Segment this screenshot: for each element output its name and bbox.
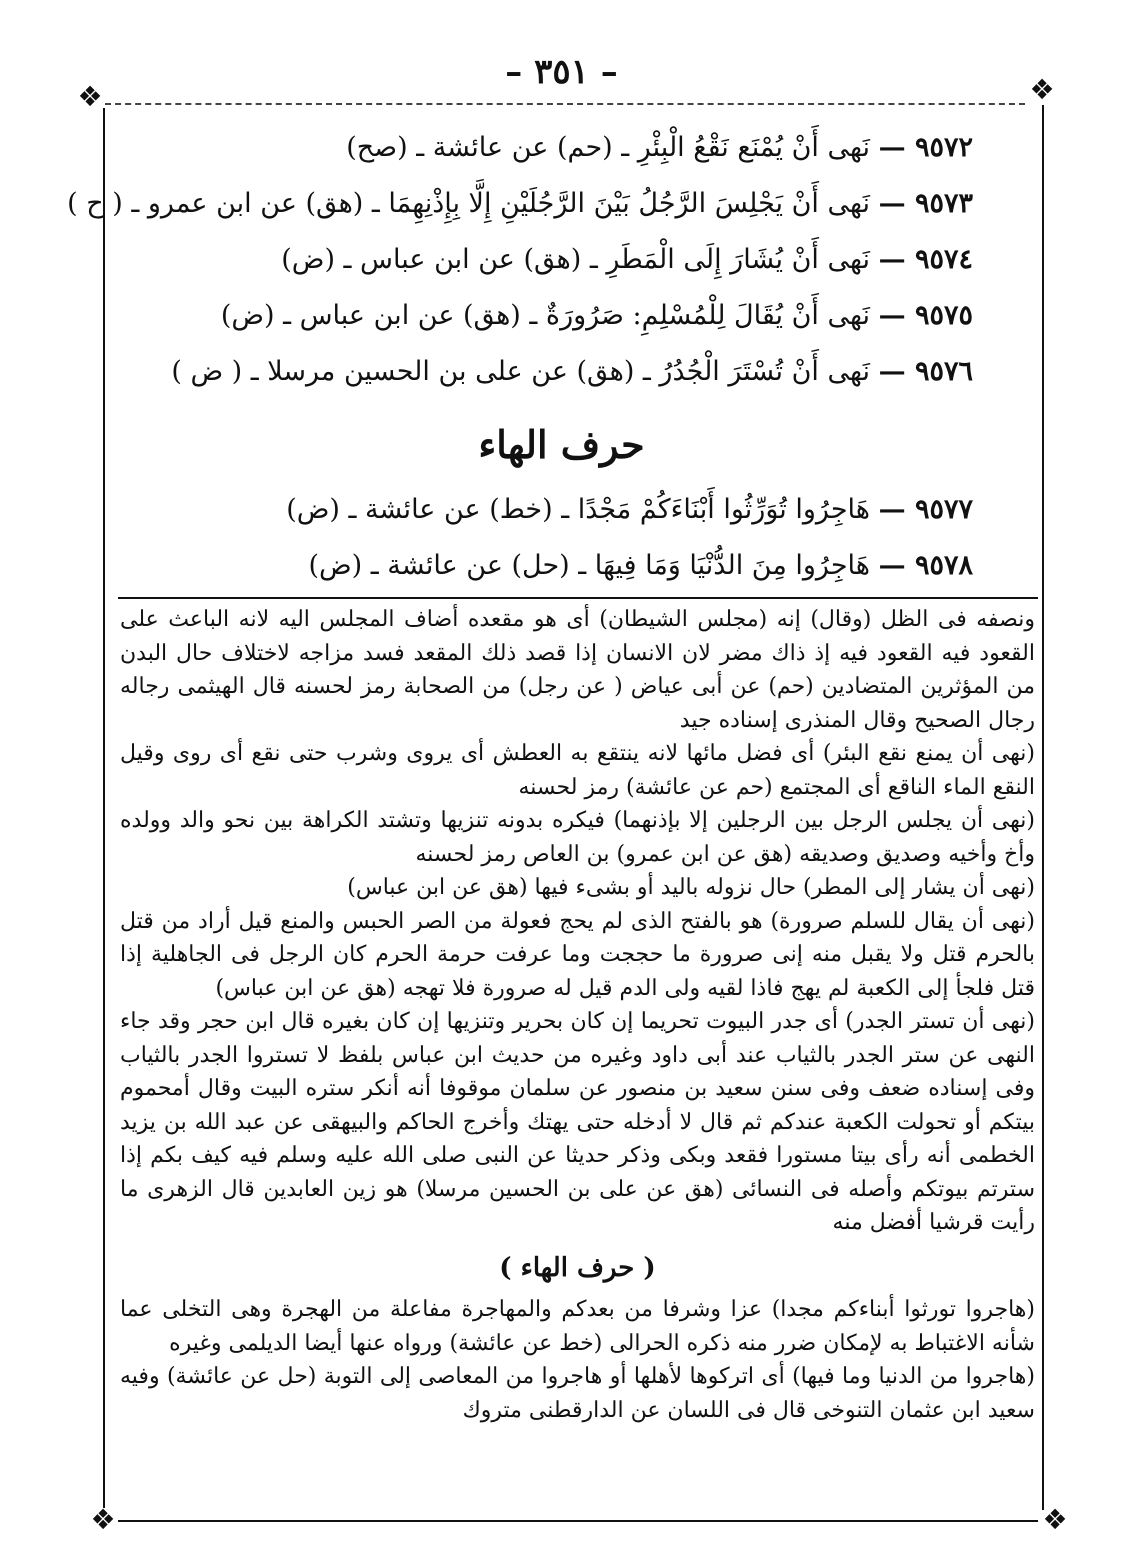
commentary-paragraph: (نهى أن يشار إلى المطر) حال نزوله باليد أو بشىء فيها (هق عن ابن عباس) (347, 875, 1035, 900)
hadith-line: ٩٥٧٥ — نَهى أَنْ يُقَالَ لِلْمُسْلِمِ: صَرُورَةٌ ـ (هق) عن ابن عباس ـ (ض) (220, 300, 973, 331)
commentary-paragraph: (هاجروا من الدنيا وما فيها) أى اتركوها لأهلها أو هاجروا من المعاصى إلى التوبة (حل عن عائشة) وفيه سعيد ابن عثمان التنوخى قال فى اللسان عن الدارقطنى متروك (120, 1364, 1035, 1423)
corner-ornament-icon: ❖ (1029, 73, 1055, 106)
hadith-line: ٩٥٧٨ — هَاجِرُوا مِنَ الدُّنْيَا وَمَا فِيهَا ـ (حل) عن عائشة ـ (ض) (308, 550, 973, 581)
bottom-border (118, 1520, 1038, 1522)
top-border (105, 103, 1025, 105)
commentary-section-heading: ( حرف الهاء ) (499, 1252, 656, 1283)
hadith-line: ٩٥٧٧ — هَاجِرُوا تُوَرِّثُوا أَبْنَاءَكُمْ مَجْدًا ـ (خط) عن عائشة ـ (ض) (286, 494, 973, 525)
hadith-line: ٩٥٧٢ — نَهى أَنْ يُمْنَع نَقْعُ الْبِئْرِ ـ (حم) عن عائشة ـ (صح) (346, 132, 973, 163)
commentary-block (120, 603, 1035, 1427)
right-border (1042, 105, 1044, 1510)
corner-ornament-icon: ❖ (90, 1503, 116, 1536)
hadith-line: ٩٥٧٣ — نَهى أَنْ يَجْلِسَ الرَّجُلُ بَيْنَ الرَّجُلَيْنِ إِلَّا بِإِذْنِهِمَا ـ (هق) عن ابن عمرو ـ ( ح ) (67, 188, 973, 219)
commentary-paragraph: (نهى أن يجلس الرجل بين الرجلين إلا بإذنهما) فيكره بدونه تنزيها وتشتد الكراهة بين نحو والد وولده وأخ وأخيه وصديق وصديقه (هق عن ابن عمرو) بن العاص رمز لحسنه (120, 808, 1035, 867)
commentary-paragraph: (هاجروا تورثوا أبناءكم مجدا) عزا وشرفا من بعدكم والمهاجرة مفاعلة من الهجرة وهى التخلى عما شأنه الاغتباط به لإمكان ضرر منه ذكره الحرالى (خط عن عائشة) ورواه عنها أيضا الديلمى وغيره (120, 1297, 1035, 1356)
divider (118, 597, 1038, 599)
corner-ornament-icon: ❖ (1042, 1503, 1068, 1536)
section-heading: حرف الهاء (478, 422, 645, 467)
hadith-line: ٩٥٧٤ — نَهى أَنْ يُشَارَ إِلَى الْمَطَرِ ـ (هق) عن ابن عباس ـ (ض) (281, 244, 973, 275)
commentary-paragraph: (نهى أن يمنع نقع البئر) أى فضل مائها لانه ينتقع به العطش أى يروى وشرب حتى نقع أى روى وقيل النقع الماء الناقع أى المجتمع (حم عن عائشة) رمز لحسنه (120, 741, 1035, 800)
corner-ornament-icon: ❖ (77, 80, 103, 113)
commentary-paragraph: (نهى أن تستر الجدر) أى جدر البيوت تحريما إن كان بحرير وتنزيها إن كان بغيره قال ابن حجر وقد جاء النهى عن ستر الجدر بالثياب عند أبى داود وغيره من حديث ابن عباس بلفظ لا تستروا الجدر بالثياب وفى إسناده ضعف وفى سنن سعيد بن منصور عن سلمان موقوفا أنه أنكر ستره البيت وقال أمحموم بيتكم أو تحولت الكعبة عندكم ثم قال لا أدخله حتى يهتك وأخرج الحاكم والبيهقى عن عبد الله بن يزيد الخطمى أنه رأى بيتا مستورا فقعد وبكى وذكر حديثا عن النبى صلى الله عليه وسلم فيه كيف بكم إذا سترتم بيوتكم وأصله فى النسائى (هق عن على بن الحسين مرسلا) هو زين العابدين قال الزهرى ما رأيت قرشيا أفضل منه (120, 1009, 1035, 1235)
hadith-line: ٩٥٧٦ — نَهى أَنْ تُسْتَرَ الْجُدُرُ ـ (هق) عن على بن الحسين مرسلا ـ ( ض ) (171, 356, 973, 387)
commentary-paragraph: (نهى أن يقال للسلم صرورة) هو بالفتح الذى لم يحج فعولة من الصر الحبس والمنع قيل أراد من قتل بالحرم قتل ولا يقبل منه إنى صرورة ما حججت وما عرفت حرمة الحرم كان الرجل فى الجاهلية إذا قتل فلجأ إلى الكعبة لم يهج فاذا لقيه ولى الدم قيل له صرورة فلا تهجه (هق عن ابن عباس) (120, 908, 1035, 1001)
commentary-paragraph: ونصفه فى الظل (وقال) إنه (مجلس الشيطان) أى هو مقعده أضاف المجلس اليه لانه الباعث على القعود فيه القعود فيه إذ ذاك مضر لان الانسان إذا قصد ذلك المقعد فسد مزاجه لاختلاف حال البدن من المؤثرين المتضادين (حم) عن أبى عياض ( عن رجل) من الصحابة رمز لحسنه قال الهيثمى رجاله رجال الصحيح وقال المنذرى إسناده جيد (120, 607, 1035, 733)
page-number: – ٣٥١ – (505, 52, 618, 92)
